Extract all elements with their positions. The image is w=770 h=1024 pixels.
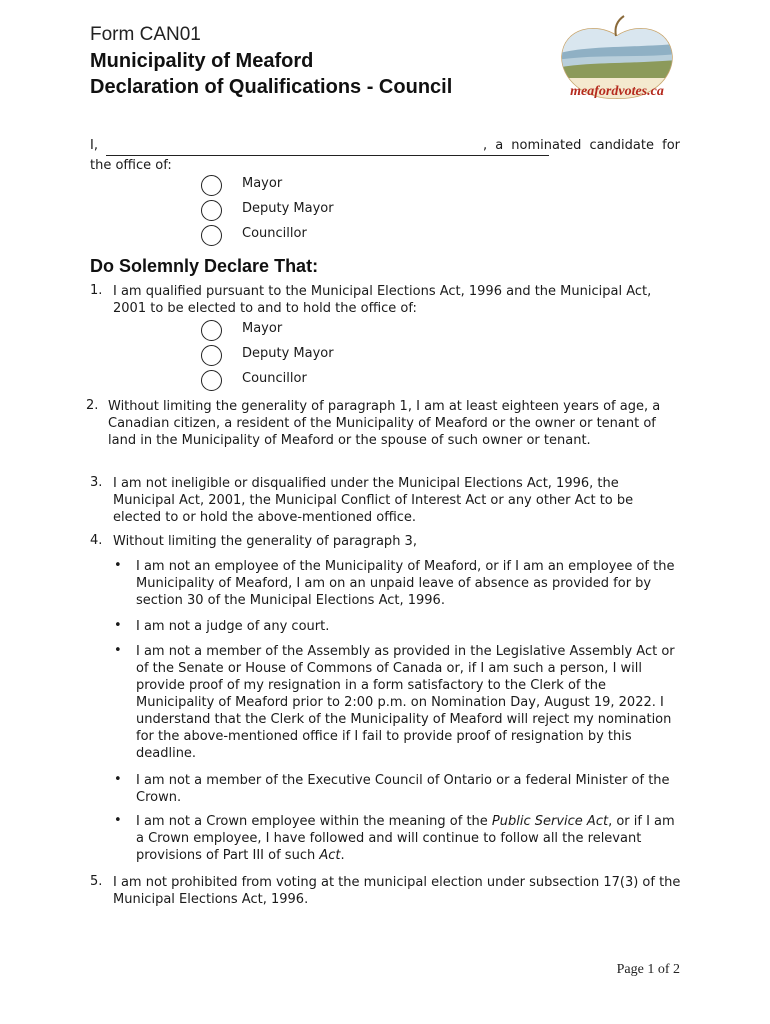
page-number: Page 1 of 2 <box>616 962 680 977</box>
option-label: Mayor <box>242 321 283 336</box>
item-number: 2. <box>86 398 99 413</box>
item-3-text: I am not ineligible or disqualified under the Municipal Elections Act, 1996, the Municipal Act, 2001, the Municipal Conflict of Interest Act or any other Act to be elected to or hold the above-mentioned office. <box>113 476 634 525</box>
mayor-radio[interactable] <box>201 320 222 341</box>
item-2-text: Without limiting the generality of paragraph 1, I am at least eighteen years of age, a Canadian citizen, a resident of the Municipality of Meaford or the owner or tenant of land in the Municipality of Meaford or the spouse of such owner or tenant. <box>108 399 661 448</box>
option-label: Councillor <box>242 371 307 386</box>
declaration-continuation: the office of: <box>90 158 172 173</box>
councillor-radio[interactable] <box>201 370 222 391</box>
public-service-act-title: Public Service Act <box>491 814 609 829</box>
bullet: • <box>114 643 122 658</box>
item-number: 3. <box>90 475 103 490</box>
bullet: • <box>114 772 122 787</box>
logo-text: meafordvotes.ca <box>570 84 664 99</box>
bullet: • <box>114 813 122 828</box>
bullet-5-part: I am not a Crown employee within the meaning of the <box>136 814 492 829</box>
page-title: Municipality of Meaford <box>90 50 314 72</box>
meafordvotes-logo <box>556 14 678 106</box>
act-title: Act <box>319 848 341 863</box>
option-label: Deputy Mayor <box>242 346 334 361</box>
bullet-1-text: I am not an employee of the Municipality of Meaford, or if I am an employee of the Municipality of Meaford, I am on an unpaid leave of absence as provided for by section 30 of the Municipal Elections Act, 1996. <box>136 559 675 608</box>
option-label: Deputy Mayor <box>242 201 334 216</box>
bullet-5-text <box>136 813 681 864</box>
item-number: 4. <box>90 533 103 548</box>
councillor-radio[interactable] <box>201 225 222 246</box>
bullet-3-text: I am not a member of the Assembly as provided in the Legislative Assembly Act or of the Senate or House of Commons of Canada or, if I am such a person, I will provide proof of my resignation in a form satisfactory to the Clerk of the Municipality of Meaford prior to 2:00 p.m. on Nomination Day, August 19, 2022. I understand that the Clerk of the Municipality of Meaford will reject my nomination for the above-mentioned office if I fail to provide proof of resignation by this deadline. <box>136 644 675 761</box>
option-label: Councillor <box>242 226 307 241</box>
bullet-4-text: I am not a member of the Executive Council of Ontario or a federal Minister of the Crown. <box>136 773 670 805</box>
bullet: • <box>114 618 122 633</box>
mayor-radio[interactable] <box>201 175 222 196</box>
deputy-mayor-radio[interactable] <box>201 200 222 221</box>
bullet-5-part: , or if I am a Crown employee, I have followed and will continue to follow all the relevant provisions of Part III of such <box>136 814 675 863</box>
declaration-suffix: , a nominated candidate for <box>482 138 680 153</box>
item-4-text: Without limiting the generality of paragraph 3, <box>113 534 417 549</box>
declaration-line <box>90 138 680 156</box>
bullet-5-part: . <box>340 848 345 863</box>
option-label: Mayor <box>242 176 283 191</box>
declaration-prefix: I, <box>90 138 98 153</box>
item-number: 5. <box>90 874 103 889</box>
item-number: 1. <box>90 283 103 298</box>
bullet-2-text: I am not a judge of any court. <box>136 619 330 634</box>
section-heading: Do Solemnly Declare That: <box>90 256 319 276</box>
item-5-text: I am not prohibited from voting at the municipal election under subsection 17(3) of the Municipal Elections Act, 1996. <box>113 875 681 907</box>
item-1-text: I am qualified pursuant to the Municipal Elections Act, 1996 and the Municipal Act, 2001 to be elected to and to hold the office of: <box>113 284 652 316</box>
form-id: Form CAN01 <box>90 24 201 45</box>
deputy-mayor-radio[interactable] <box>201 345 222 366</box>
page-subtitle: Declaration of Qualifications - Council <box>90 76 453 98</box>
bullet: • <box>114 558 122 573</box>
